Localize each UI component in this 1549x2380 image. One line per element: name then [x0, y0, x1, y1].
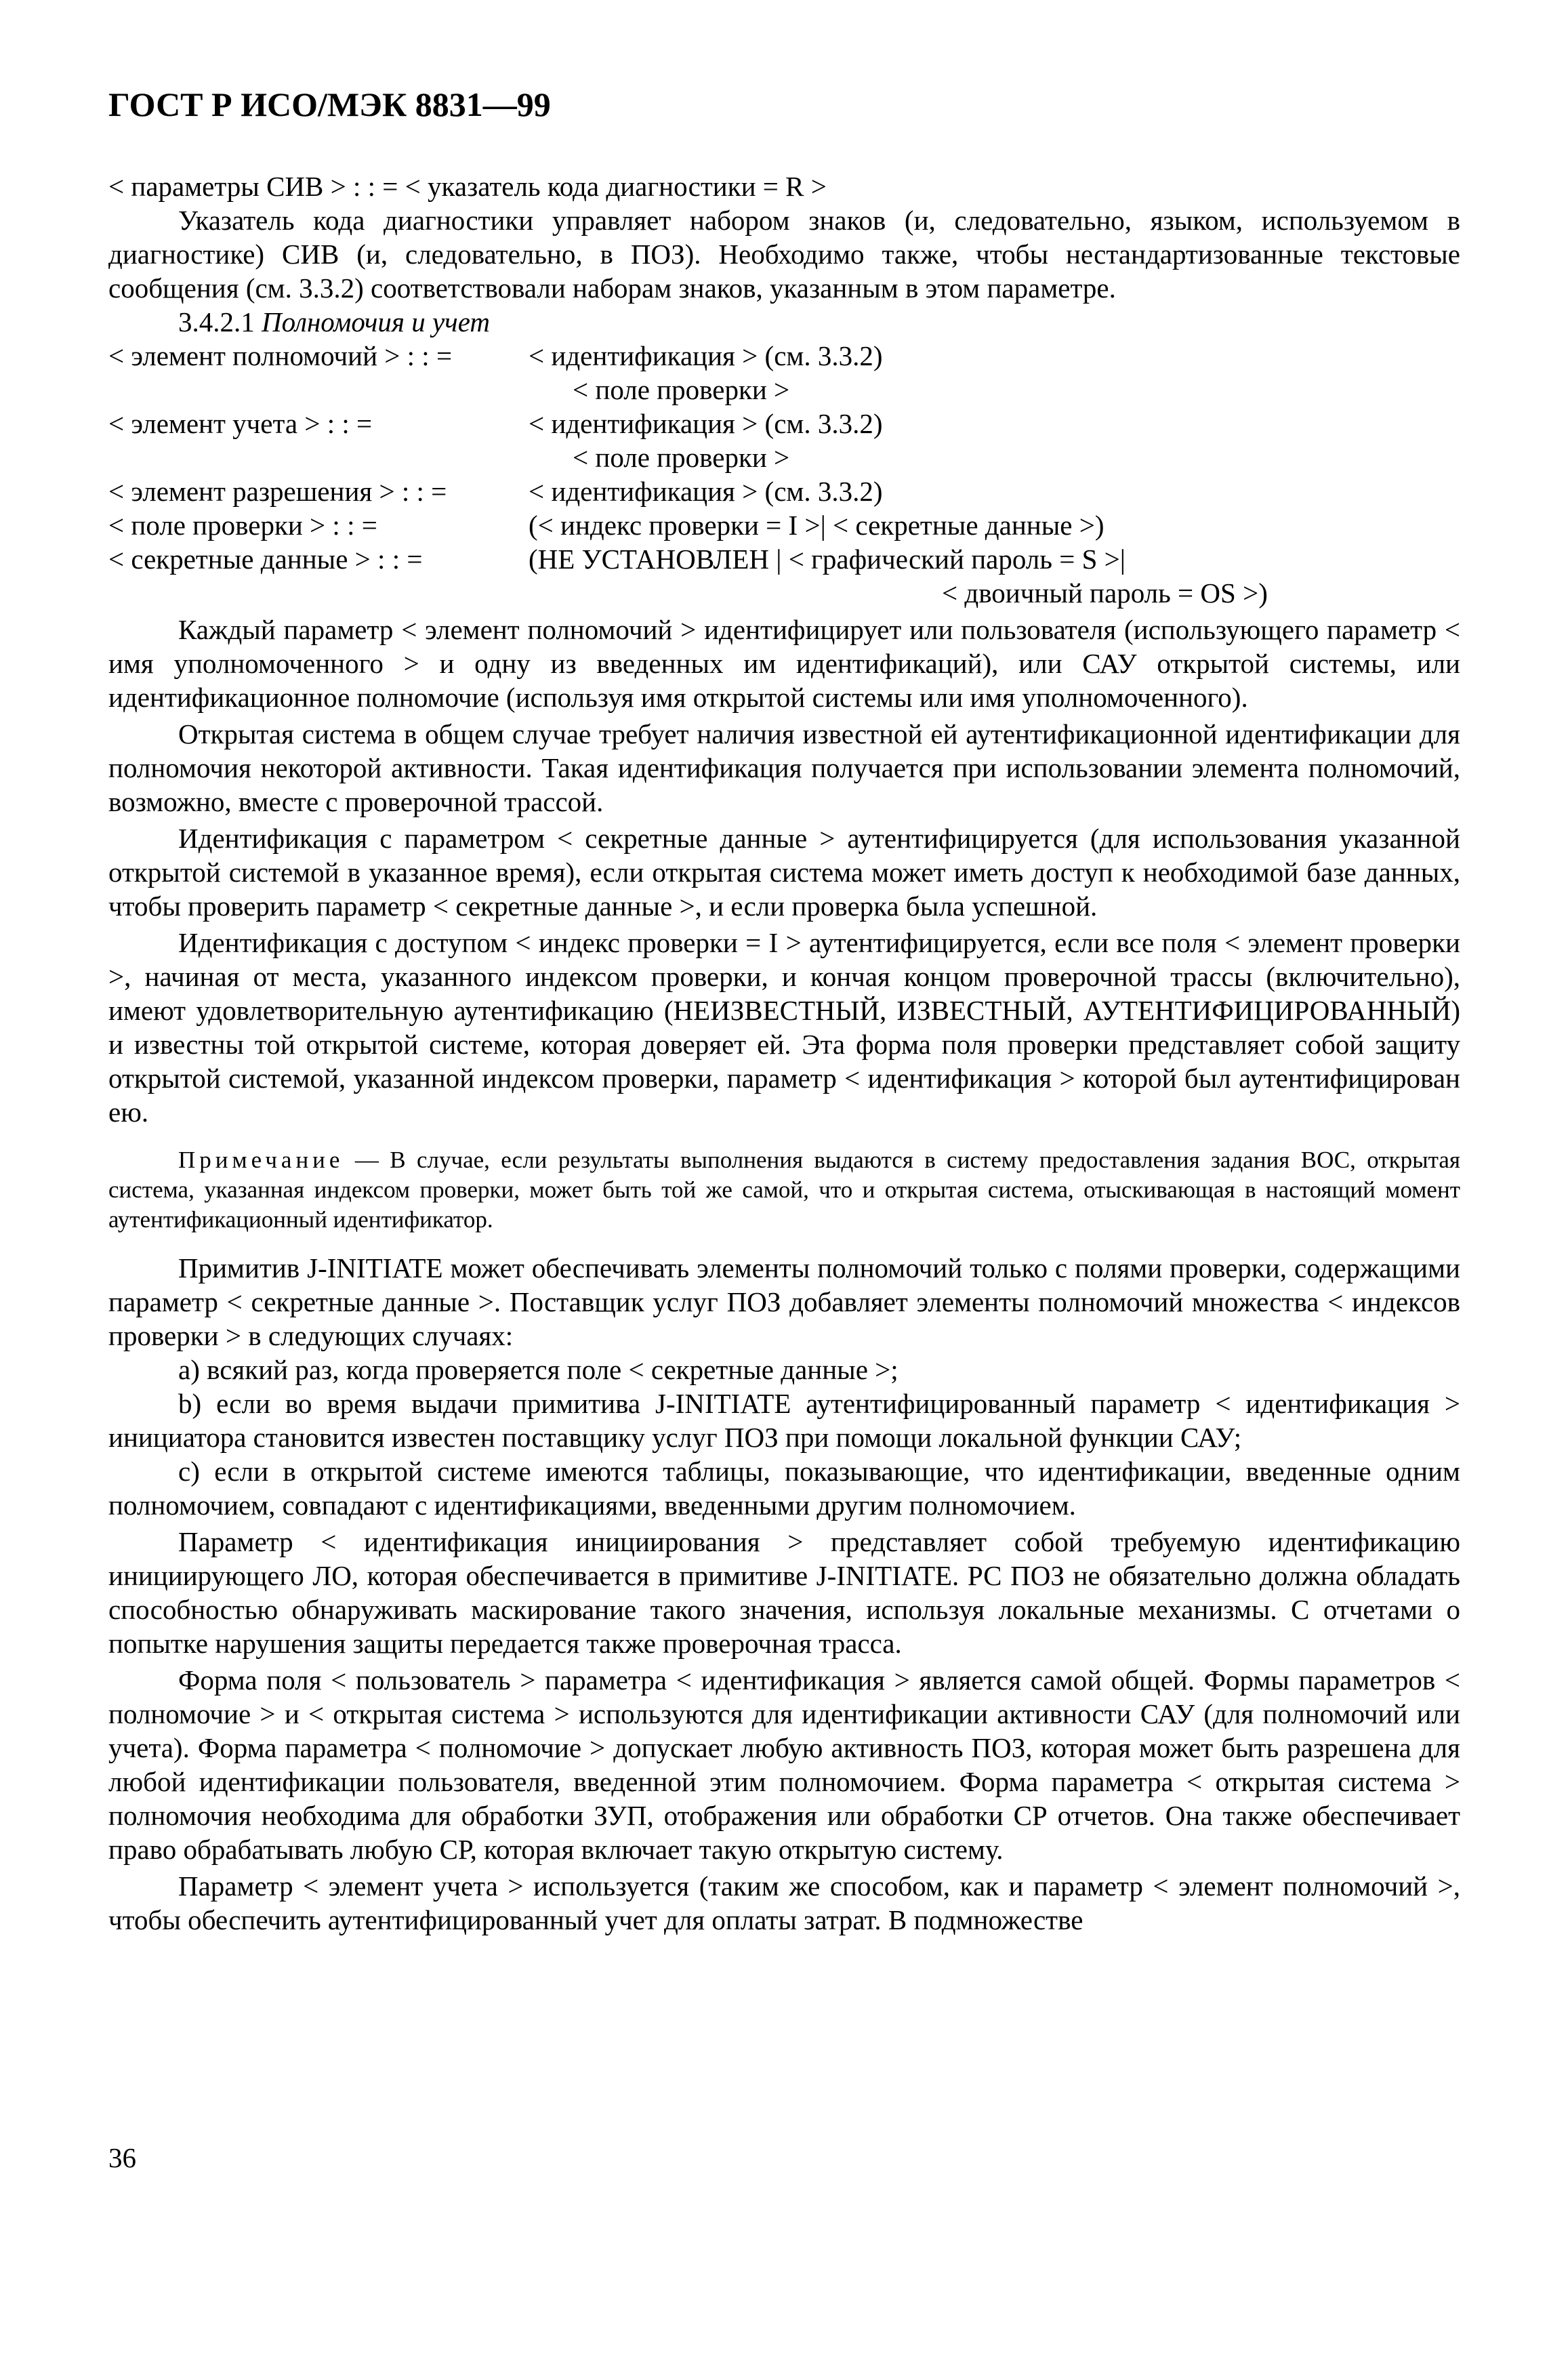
grammar-row [108, 576, 1460, 610]
grammar-row [108, 474, 1460, 508]
paragraph: Примитив J-INITIATE может обеспечивать элементы полномочий только с полями проверки, содержащими параметр < секретные данные >. Поставщик услуг ПОЗ добавляет элементы полномочий множества < индексов проверки > в следующих случаях: [108, 1252, 1460, 1351]
note-label: Примечание [178, 1147, 344, 1173]
grammar-definition: < двоичный пароль = OS >) [942, 577, 1268, 609]
grammar-definition: (НЕ УСТАНОВЛЕН | < графический пароль = S >| [529, 543, 1125, 575]
grammar-definition: < поле проверки > [573, 442, 790, 473]
grammar-definition: (< индекс проверки = I >| < секретные данные >) [529, 510, 1104, 541]
grammar-definition: < поле проверки > [573, 374, 790, 405]
grammar-definition: < идентификация > (см. 3.3.2) [529, 340, 883, 371]
note-text: — В случае, если результаты выполнения выдаются в систему предоставления задания ВОС, открытая система, указанная индексом проверки, может быть той же самой, что и открытая система, отыскивающая в настоящий момент аутентификационный идентификатор. [108, 1147, 1460, 1233]
grammar-row [108, 508, 1460, 542]
grammar-definition: < идентификация > (см. 3.3.2) [529, 408, 883, 439]
grammar-row [108, 440, 1460, 474]
list-item: а) всякий раз, когда проверяется поле < секретные данные >; [178, 1354, 899, 1385]
syntax-definition: < параметры СИВ > : : = < указатель кода диагностики = R > [108, 171, 827, 202]
grammar-row [108, 542, 1460, 576]
paragraph: Идентификация с доступом < индекс проверки = I > аутентифицируется, если все поля < элемент проверки >, начиная от места, указанного индексом проверки, и кончая концом проверочной трассы (включительно), имеют удовлетворительную аутентификацию (НЕИЗВЕСТНЫЙ, ИЗВЕСТНЫЙ, АУТЕНТИФИЦИРОВАННЫЙ) и известны той открытой системе, которая доверяет ей. Эта форма поля проверки представляет собой защиту открытой системой, указанной индексом проверки, параметр < идентификация > которой был аутентифицирован ею. [108, 927, 1460, 1128]
grammar-block [108, 339, 1460, 610]
section-number: 3.4.2.1 [178, 306, 255, 337]
grammar-row [108, 407, 1460, 440]
grammar-term: < секретные данные > : : = [108, 543, 423, 575]
paragraph: Параметр < идентификация инициирования > представляет собой требуемую идентификацию инициирующего ЛО, которая обеспечивается в примитиве J-INITIATE. РС ПОЗ не обязательно должна обладать способностью обнаруживать маскирование такого значения, используя локальные механизмы. С отчетами о попытке нарушения защиты передается также проверочная трасса. [108, 1526, 1460, 1659]
paragraph: Каждый параметр < элемент полномочий > идентифицирует или пользователя (использующего параметр < имя уполномоченного > и одну из введенных им идентификаций), или САУ открытой системы, или идентификационное полномочие (используя имя открытой системы или имя уполномоченного). [108, 614, 1460, 713]
page-body [108, 169, 1460, 1937]
grammar-row [108, 373, 1460, 407]
paragraph: Открытая система в общем случае требует наличия известной ей аутентификационной идентификации для полномочия некоторой активности. Такая идентификация получается при использовании элемента полномочий, возможно, вместе с проверочной трассой. [108, 718, 1460, 817]
paragraph: Указатель кода диагностики управляет набором знаков (и, следовательно, языком, используемом в диагностике) СИВ (и, следовательно, в ПОЗ). Необходимо также, чтобы нестандартизованные текстовые сообщения (см. 3.3.2) соответствовали наборам знаков, указанным в этом параметре. [108, 205, 1460, 304]
section-title: Полномочия и учет [262, 306, 490, 337]
standard-title: ГОСТ Р ИСО/МЭК 8831—99 [108, 85, 551, 123]
note [108, 1145, 1460, 1235]
grammar-term: < элемент учета > : : = [108, 408, 373, 439]
grammar-definition: < идентификация > (см. 3.3.2) [529, 476, 883, 507]
list-item: с) если в открытой системе имеются таблицы, показывающие, что идентификации, введенные одним полномочием, совпадают с идентификациями, введенными другим полномочием. [108, 1456, 1460, 1521]
grammar-term: < элемент полномочий > : : = [108, 340, 453, 371]
page-number: 36 [108, 2142, 136, 2173]
grammar-row [108, 339, 1460, 373]
paragraph: Параметр < элемент учета > используется (таким же способом, как и параметр < элемент полномочий >, чтобы обеспечить аутентифицированный учет для оплаты затрат. В подмножестве [108, 1870, 1460, 1935]
grammar-term: < элемент разрешения > : : = [108, 476, 447, 507]
list-item: b) если во время выдачи примитива J-INITIATE аутентифицированный параметр < идентификация > инициатора становится известен поставщику услуг ПОЗ при помощи локальной функции САУ; [108, 1388, 1460, 1453]
paragraph: Идентификация с параметром < секретные данные > аутентифицируется (для использования указанной открытой системой в указанное время), если открытая система может иметь доступ к необходимой базе данных, чтобы проверить параметр < секретные данные >, и если проверка была успешной. [108, 823, 1460, 922]
grammar-term: < поле проверки > : : = [108, 510, 377, 541]
paragraph: Форма поля < пользователь > параметра < идентификация > является самой общей. Формы параметров < полномочие > и < открытая система > используются для идентификации активности САУ (для полномочий или учета). Форма параметра < полномочие > допускает любую активность ПОЗ, которая может быть разрешена для любой идентификации пользователя, введенной этим полномочием. Форма параметра < открытая система > полномочия необходима для обработки ЗУП, отображения или обработки СР отчетов. Она также обеспечивает право обрабатывать любую СР, которая включает такую открытую систему. [108, 1664, 1460, 1865]
section-heading [108, 305, 1460, 339]
